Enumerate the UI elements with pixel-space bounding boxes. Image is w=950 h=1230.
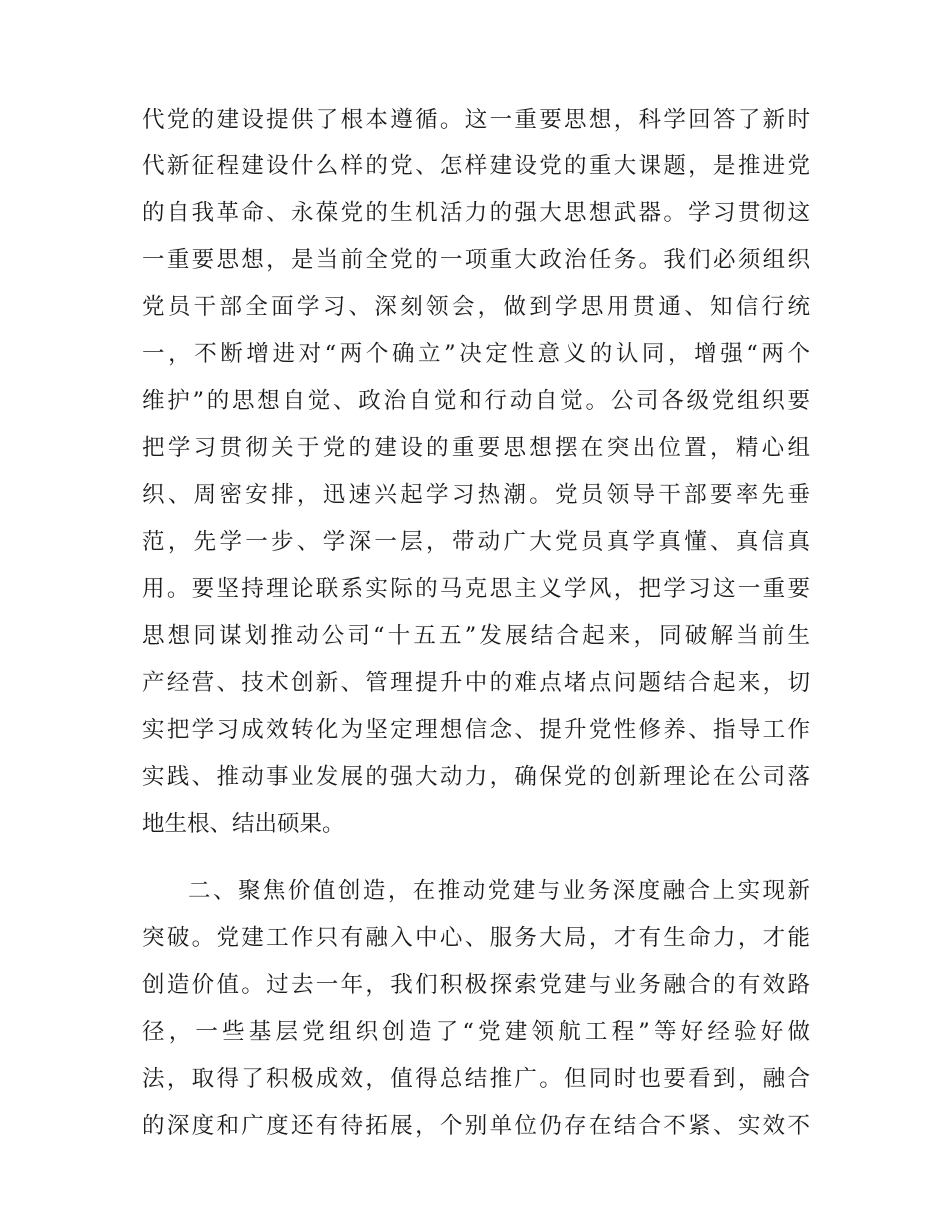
text-line: 代党的建设提供了根本遵循。这一重要思想，科学回答了新时: [142, 107, 810, 133]
text-line: 一，不断增进对“两个确立”决定性意义的认同，增强“两个: [142, 341, 810, 367]
text-line: 用。要坚持理论联系实际的马克思主义学风，把学习这一重要: [142, 576, 810, 602]
text-line: 思想同谋划推动公司“十五五”发展结合起来，同破解当前生: [142, 623, 810, 649]
text-line: 地生根、结出硕果。: [142, 811, 345, 837]
text-line: 维护”的思想自觉、政治自觉和行动自觉。公司各级党组织要: [142, 388, 810, 414]
text-line: 把学习贯彻关于党的建设的重要思想摆在突出位置，精心组: [142, 435, 810, 461]
text-line: 的自我革命、永葆党的生机活力的强大思想武器。学习贯彻这: [142, 200, 810, 226]
text-line: 党员干部全面学习、深刻领会，做到学思用贯通、知信行统: [142, 294, 810, 320]
text-line: 实把学习成效转化为坚定理想信念、提升党性修养、指导工作: [142, 717, 810, 743]
text-line: 法，取得了积极成效，值得总结推广。但同时也要看到，融合: [142, 1066, 810, 1092]
text-line: 实践、推动事业发展的强大动力，确保党的创新理论在公司落: [142, 764, 810, 790]
text-line: 产经营、技术创新、管理提升中的难点堵点问题结合起来，切: [142, 670, 810, 696]
text-line: 范，先学一步、学深一层，带动广大党员真学真懂、真信真: [142, 529, 810, 555]
text-line: 的深度和广度还有待拓展，个别单位仍存在结合不紧、实效不: [142, 1113, 810, 1139]
paragraph-first-line: 二、聚焦价值创造，在推动党建与业务深度融合上实现新: [188, 878, 810, 904]
text-line: 径，一些基层党组织创造了“党建领航工程”等好经验好做: [142, 1019, 810, 1045]
text-line: 代新征程建设什么样的党、怎样建设党的重大课题，是推进党: [142, 153, 810, 179]
text-line: 创造价值。过去一年，我们积极探索党建与业务融合的有效路: [142, 972, 810, 998]
text-line: 一重要思想，是当前全党的一项重大政治任务。我们必须组织: [142, 247, 810, 273]
text-line: 织、周密安排，迅速兴起学习热潮。党员领导干部要率先垂: [142, 482, 810, 508]
text-line: 突破。党建工作只有融入中心、服务大局，才有生命力，才能: [142, 925, 810, 951]
